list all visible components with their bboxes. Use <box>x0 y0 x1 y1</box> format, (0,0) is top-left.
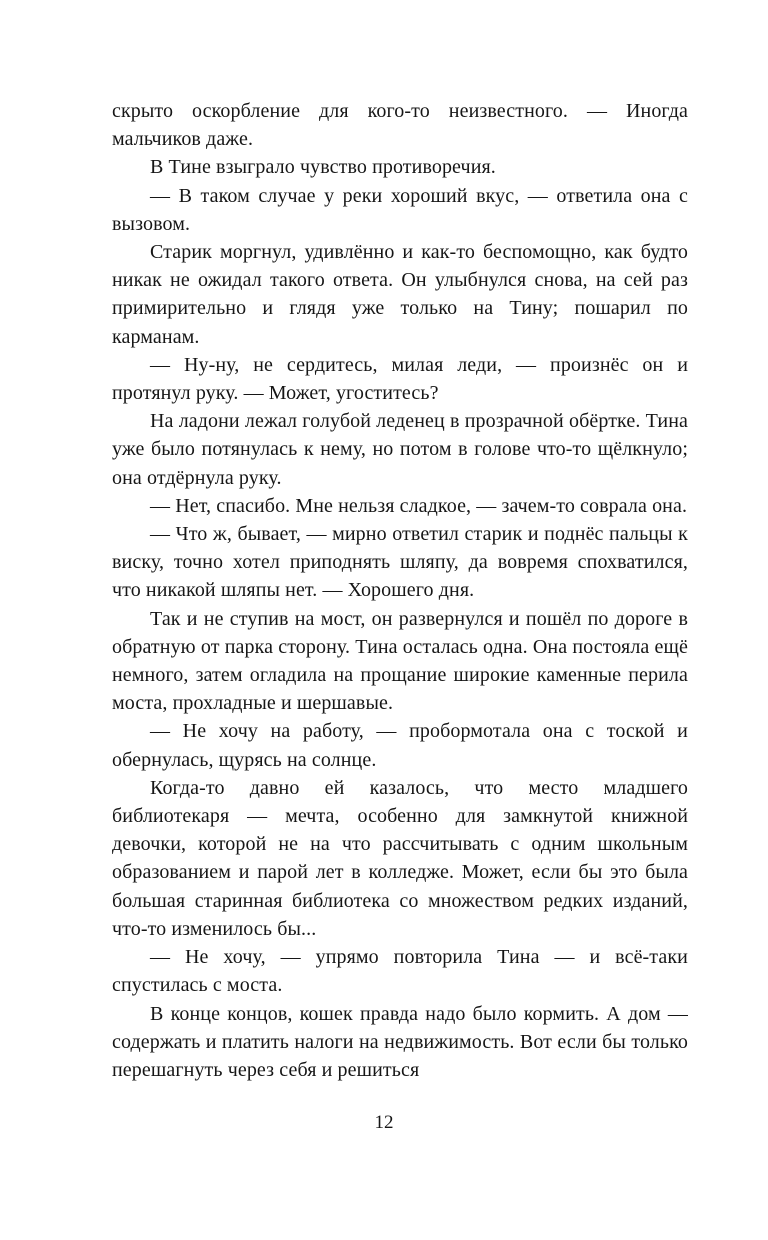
paragraph: — Не хочу на работу, — пробормотала она с тоской и обернулась, щурясь на солнце. <box>112 720 688 771</box>
paragraph: — В таком случае у реки хороший вкус, — ответила она с вызовом. <box>112 184 688 235</box>
paragraph: В Тине взыграло чувство противоречия. <box>150 156 496 179</box>
paragraph: Старик моргнул, удивлённо и как-то беспомощно, как будто никак не ожидал такого ответа. Он улыбнулся снова, на сей раз примирительно и глядя уже только на Тину; пошарил по карманам. <box>112 241 688 348</box>
paragraph: скрыто оскорбление для кого-то неизвестного. — Иногда мальчиков даже. <box>112 100 688 151</box>
paragraph: — Нет, спасибо. Мне нельзя сладкое, — зачем-то соврала она. <box>150 494 688 517</box>
page-number: 12 <box>374 1112 394 1133</box>
paragraph: — Не хочу, — упрямо повторила Тина — и всё-таки спустилась с моста. <box>112 946 688 997</box>
paragraph: — Что ж, бывает, — мирно ответил старик и поднёс пальцы к виску, точно хотел приподнять шляпу, да вовремя спохватился, что никакой шляпы нет. — Хорошего дня. <box>112 523 688 602</box>
paragraph: В конце концов, кошек правда надо было кормить. А дом — содержать и платить налоги на недвижимость. Вот если бы только перешагнуть через себя и решиться <box>112 1002 688 1081</box>
paragraph: На ладони лежал голубой леденец в прозрачной обёртке. Тина уже было потянулась к нему, но потом в голове что-то щёлкнуло; она отдёрнула руку. <box>112 410 688 489</box>
paragraph: — Ну-ну, не сердитесь, милая леди, — произнёс он и протянул руку. — Может, угоститесь? <box>112 353 688 405</box>
paragraph: Так и не ступив на мост, он развернулся и пошёл по дороге в обратную от парка сторону. Тина осталась одна. Она постояла ещё немного, затем огладила на прощание широкие каменные перила моста, прохладные и шершавые. <box>112 607 688 715</box>
paragraph: Когда-то давно ей казалось, что место младшего библиотекаря — мечта, особенно для замкнутой книжной девочки, которой не на что рассчитывать с одним школьным образованием и парой лет в колледже. Может, если бы это была большая старинная библиотека со множеством редких изданий, что-то изменилось бы... <box>112 776 688 940</box>
text-block <box>112 97 688 1084</box>
